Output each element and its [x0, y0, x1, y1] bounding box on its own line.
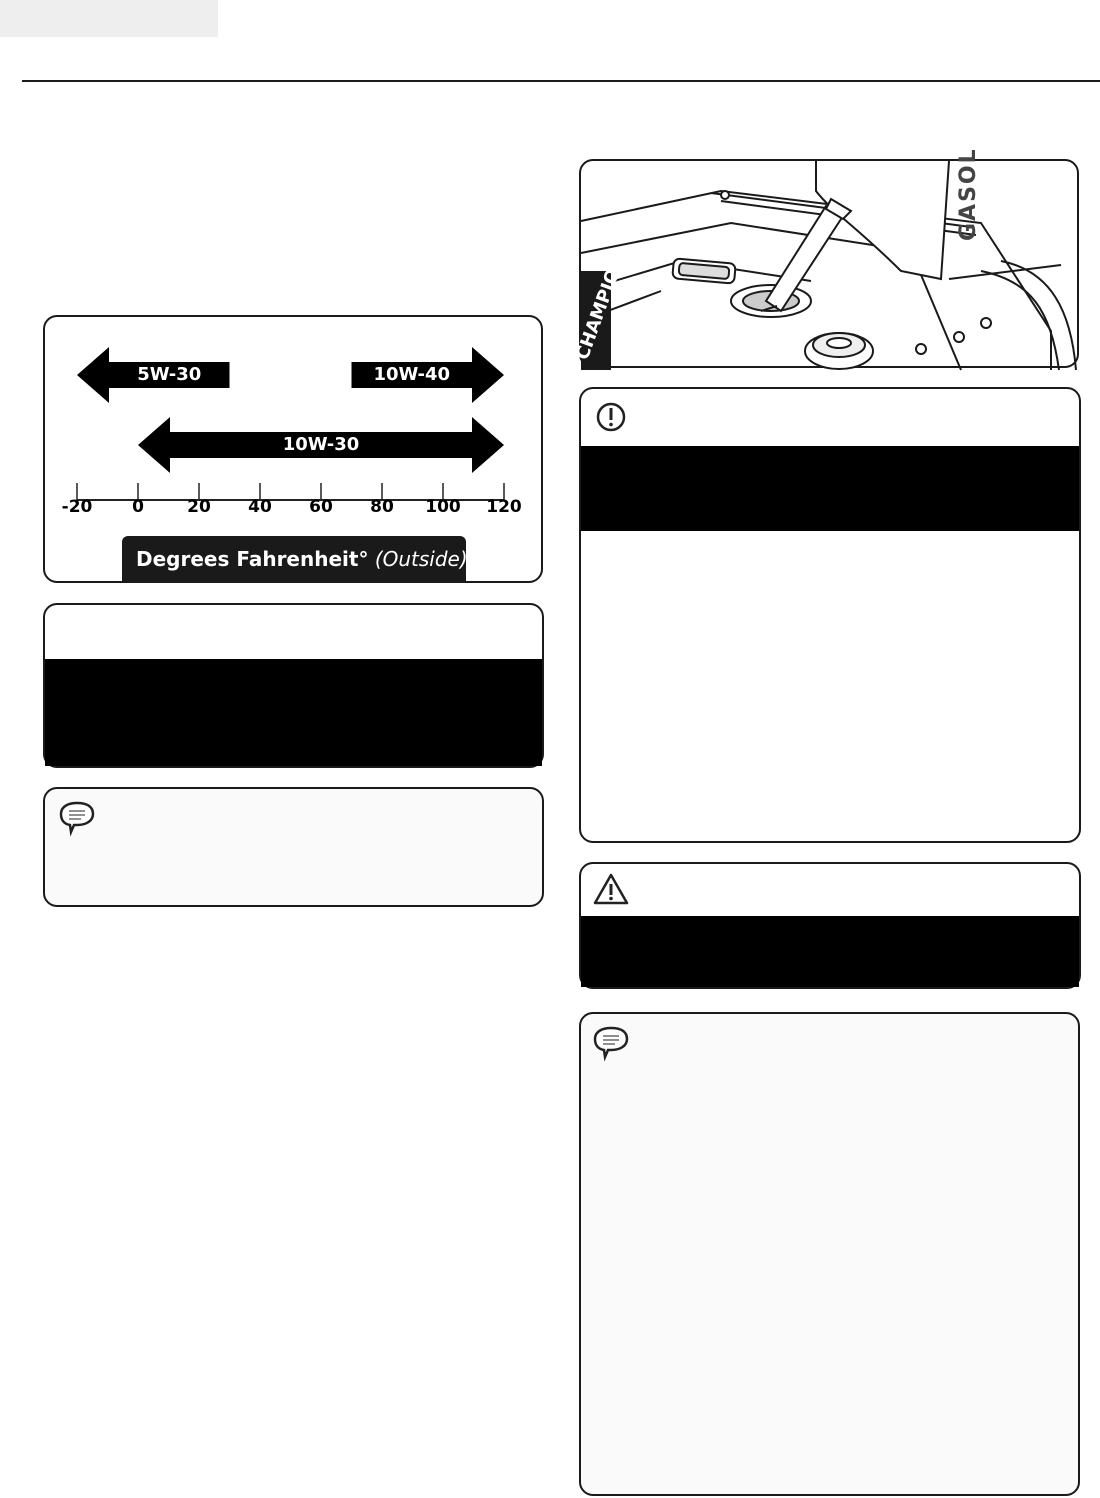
x-axis-label: Degrees Fahrenheit°	[136, 547, 369, 571]
generator-drawing	[571, 161, 1081, 370]
x-tick-label: 0	[132, 497, 144, 517]
engine-logo-text: CHAMPION	[571, 251, 630, 363]
x-tick-label: -20	[61, 497, 93, 517]
speech-bubble-icon	[57, 800, 97, 841]
x-axis-suffix: (Outside)	[374, 547, 468, 571]
axis-caption	[122, 536, 466, 582]
oil-viscosity-chart	[43, 315, 543, 583]
note-box-right	[579, 1012, 1080, 1496]
header-rule	[22, 80, 1100, 82]
notice-box-left	[43, 603, 544, 768]
x-tick-label: 20	[187, 497, 211, 517]
notice-box-right	[579, 387, 1081, 843]
series-label: 5W-30	[137, 364, 202, 385]
caution-box	[579, 862, 1081, 989]
x-tick-label: 120	[486, 497, 522, 517]
notice-bar	[45, 659, 542, 766]
x-tick-label: 80	[370, 497, 394, 517]
fuel-fill-illustration	[571, 147, 1079, 368]
warning-triangle-icon	[593, 872, 629, 911]
caution-bar	[581, 916, 1079, 987]
speech-bubble-icon	[591, 1025, 631, 1066]
page-corner-tab	[0, 0, 218, 37]
series-label: 10W-40	[373, 364, 451, 385]
x-tick-label: 40	[248, 497, 272, 517]
x-tick-label: 60	[309, 497, 333, 517]
note-box-left	[43, 787, 544, 907]
exclamation-circle-icon	[595, 401, 627, 438]
series-label: 10W-30	[282, 434, 360, 455]
notice-bar	[581, 446, 1079, 531]
gas-can-label: GASOL	[956, 147, 981, 241]
x-tick-label: 100	[425, 497, 461, 517]
